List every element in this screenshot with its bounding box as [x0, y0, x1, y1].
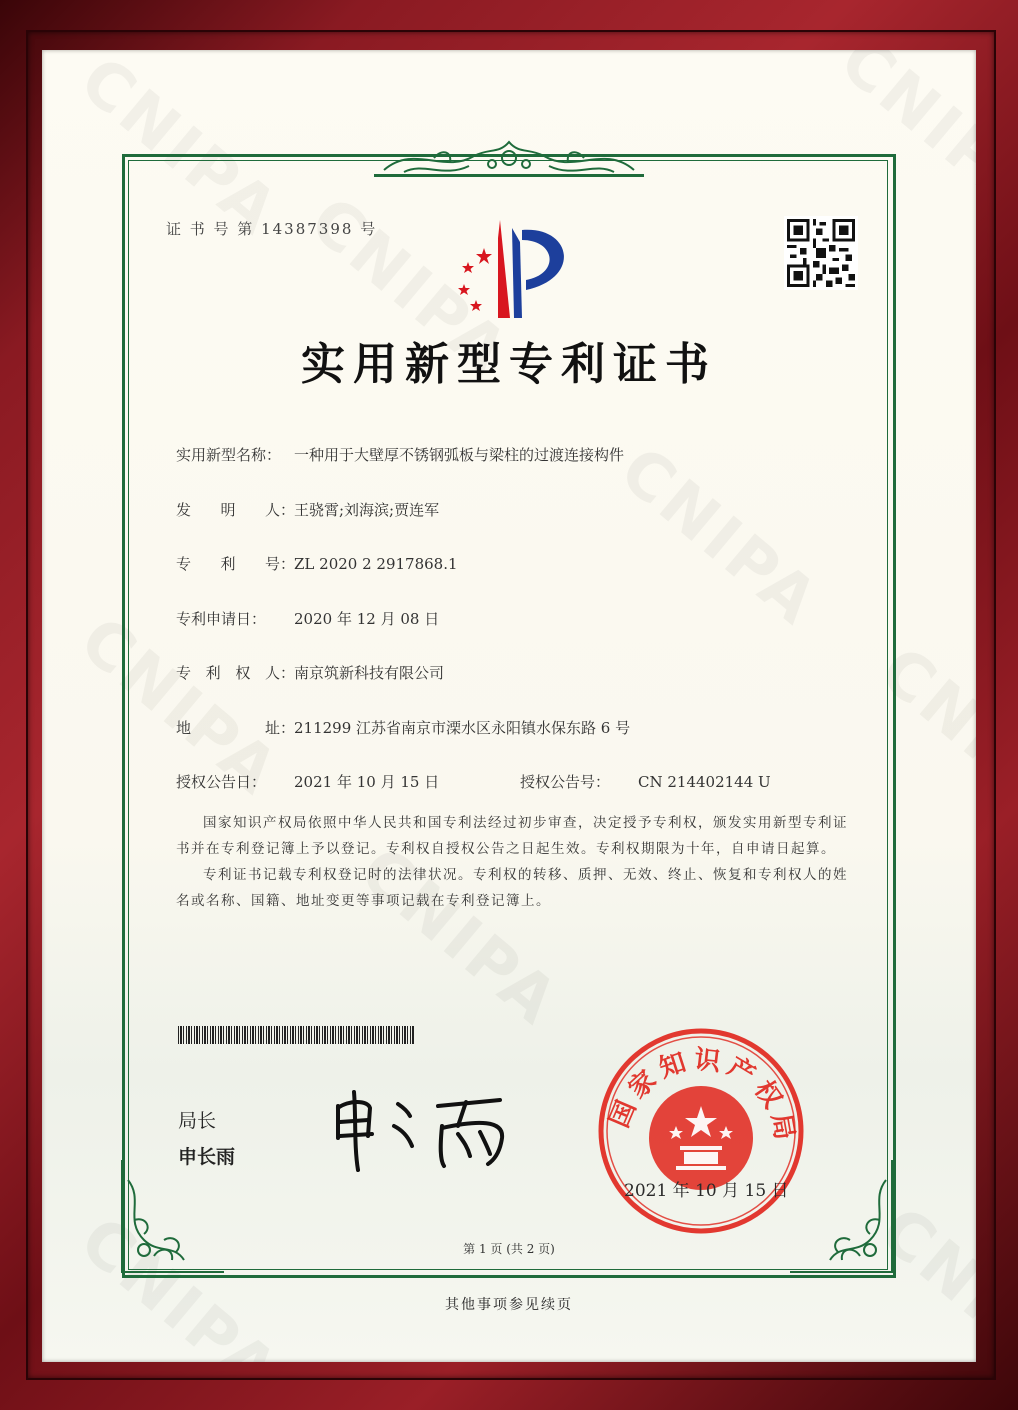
seal-text: 国家知识产权局: [604, 1044, 801, 1149]
barcode: [178, 1026, 414, 1044]
field-label: 实用新型名称：: [176, 446, 282, 464]
corner-ornament-right-icon: [790, 1160, 900, 1280]
field-label: 授权公告日：: [176, 773, 267, 791]
field-address: 地 址 ：211299 江苏省南京市溧水区永阳镇水保东路 6 号: [176, 719, 631, 737]
field-utility-model-name: [176, 444, 624, 465]
field-value: 2021 年 10 月 15 日: [294, 773, 440, 791]
certificate-title: 实用新型专利证书: [301, 339, 717, 390]
signature: [328, 1086, 528, 1176]
certificate-body-text: [176, 810, 862, 914]
field-value: ZL 2020 2 2917868.1: [294, 555, 458, 573]
director-name: 申长雨: [178, 1146, 236, 1168]
field-patent-number: 专 利 号 ：ZL 2020 2 2917868.1: [176, 555, 458, 573]
field-value: 南京筑新科技有限公司: [294, 664, 445, 682]
field-value: 211299 江苏省南京市溧水区永阳镇水保东路 6 号: [294, 719, 631, 737]
field-grant-number: [520, 771, 771, 792]
field-label: 授权公告号：: [520, 773, 611, 791]
field-value: 一种用于大壁厚不锈钢弧板与梁柱的过渡连接构件: [294, 446, 625, 464]
corner-ornament-left-icon: [114, 1160, 224, 1280]
field-application-date: [176, 608, 439, 629]
body-paragraph: 专利证书记载专利权登记时的法律状况。专利权的转移、质押、无效、终止、恢复和专利权人的姓名或名称、国籍、地址变更等事项记载在专利登记簿上。: [176, 867, 848, 909]
field-value: 2020 年 12 月 08 日: [294, 610, 440, 628]
seal-date: 2021 年 10 月 15 日: [624, 1181, 789, 1201]
footer-note: 其他事项参见续页: [445, 1297, 573, 1313]
qr-code-icon: [784, 216, 858, 290]
field-value: CN 214402144 U: [638, 773, 771, 791]
certificate-number: 证 书 号 第 14387398 号: [166, 220, 378, 238]
director-title: 局长: [178, 1110, 217, 1132]
field-patentee: 专 利 权 人 ：南京筑新科技有限公司: [176, 664, 445, 682]
body-paragraph: 国家知识产权局依照中华人民共和国专利法经过初步审查，决定授予专利权，颁发实用新型专利证书并在专利登记簿上予以登记。专利权自授权公告之日起生效。专利权期限为十年，自申请日起算。: [176, 815, 848, 857]
field-value: 王骁霄;刘海滨;贾连军: [294, 501, 440, 519]
field-inventor: 发 明 人 ：王骁霄;刘海滨;贾连军: [176, 501, 440, 519]
cnipa-logo-icon: [442, 218, 582, 324]
page-info: 第 1 页 (共 2 页): [463, 1242, 555, 1256]
field-grant-date: [176, 771, 439, 792]
field-label: 专利申请日：: [176, 610, 267, 628]
top-ornament-icon: [374, 134, 644, 184]
certificate-paper: [42, 50, 976, 1362]
seal-icon: [596, 1026, 806, 1236]
